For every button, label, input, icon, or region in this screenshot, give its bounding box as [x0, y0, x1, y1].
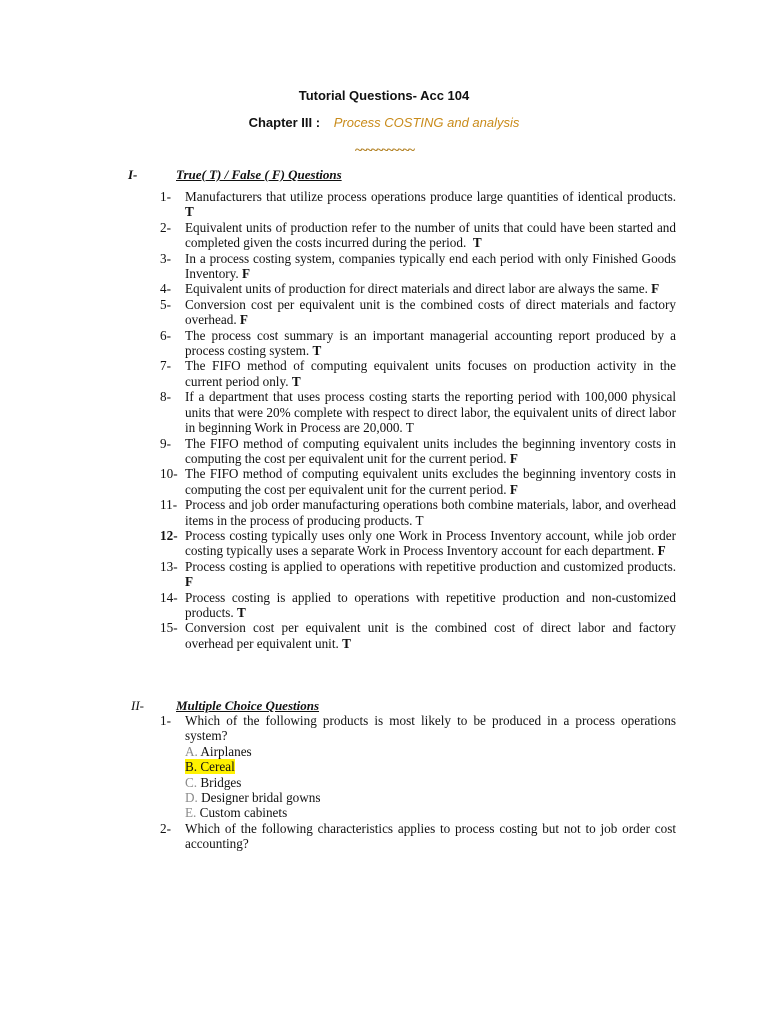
section-2-title: Multiple Choice Questions — [176, 698, 320, 713]
chapter-heading — [0, 115, 768, 130]
list-item: 10- The FIFO method of computing equivalent units excludes the beginning inventory costs in computing the cost per equivalent unit for the current period. F — [160, 466, 676, 497]
list-item: 6- The process cost summary is an important managerial accounting report produced by a process costing system. T — [160, 327, 676, 359]
list-item: 2- Equivalent units of production refer to the number of units that could have been started and completed given the costs incurred during the period. T — [160, 219, 676, 251]
list-item: 9- The FIFO method of computing equivalent units includes the beginning inventory costs in computing the cost per equivalent unit for the current period. F — [160, 435, 676, 466]
question-2: 2- Which of the following characteristics applies to process costing but not to job order cost accounting? — [160, 820, 676, 852]
true-false-list — [160, 189, 676, 651]
option-b-highlighted: B. Cereal — [185, 759, 235, 775]
option-a: A. Airplanes — [185, 743, 252, 759]
list-item: 3- In a process costing system, companies typically end each period with only Finished Goods Inventory. F — [160, 250, 676, 282]
multiple-choice-list — [160, 713, 676, 852]
chapter-label: Chapter III : — [248, 115, 321, 130]
option-c: C. Bridges — [185, 774, 242, 790]
list-item: 11- Process and job order manufacturing operations both combine materials, labor, and overhead items in the process of producing products. T — [160, 497, 676, 528]
list-item: 5- Conversion cost per equivalent unit is the combined costs of direct materials and factory overhead. F — [160, 296, 676, 328]
ornamental-divider: ~~~~~~~~~~~ — [354, 143, 414, 158]
section-2-roman: II- — [131, 698, 144, 713]
document-title: Tutorial Questions- Acc 104 — [298, 88, 470, 103]
list-item: 1- Manufacturers that utilize process operations produce large quantities of identical products. T — [160, 189, 676, 220]
chapter-subtitle: Process COSTING and analysis — [333, 115, 520, 130]
section-1-title: True( T) / False ( F) Questions — [176, 167, 342, 182]
list-item: 12- Process costing typically uses only one Work in Process Inventory account, while job order costing typically uses a separate Work in Process Inventory account for each department. F — [160, 527, 676, 559]
list-item: 15- Conversion cost per equivalent unit is the combined cost of direct labor and factory overhead per equivalent unit. T — [160, 620, 676, 651]
list-item: 14- Process costing is applied to operations with repetitive production and non-customized products. T — [160, 589, 676, 620]
question-1: 1- Which of the following products is most likely to be produced in a process operations system? — [160, 713, 676, 744]
list-item: 8- If a department that uses process costing starts the reporting period with 100,000 physical units that were 20% complete with respect to direct labor, the equivalent units of direct labor in beginning Work in Process are 20,000. T — [160, 389, 676, 436]
question-1-options — [185, 744, 676, 821]
option-d: D. Designer bridal gowns — [185, 790, 321, 806]
option-e: E. Custom cabinets — [185, 805, 288, 821]
list-item: 7- The FIFO method of computing equivalent units focuses on production activity in the current period only. T — [160, 358, 676, 389]
list-item: 13- Process costing is applied to operations with repetitive production and customized products. F — [160, 558, 676, 590]
section-1-roman: I- — [128, 167, 138, 182]
list-item: 4- Equivalent units of production for direct materials and direct labor are always the same. F — [160, 281, 660, 297]
